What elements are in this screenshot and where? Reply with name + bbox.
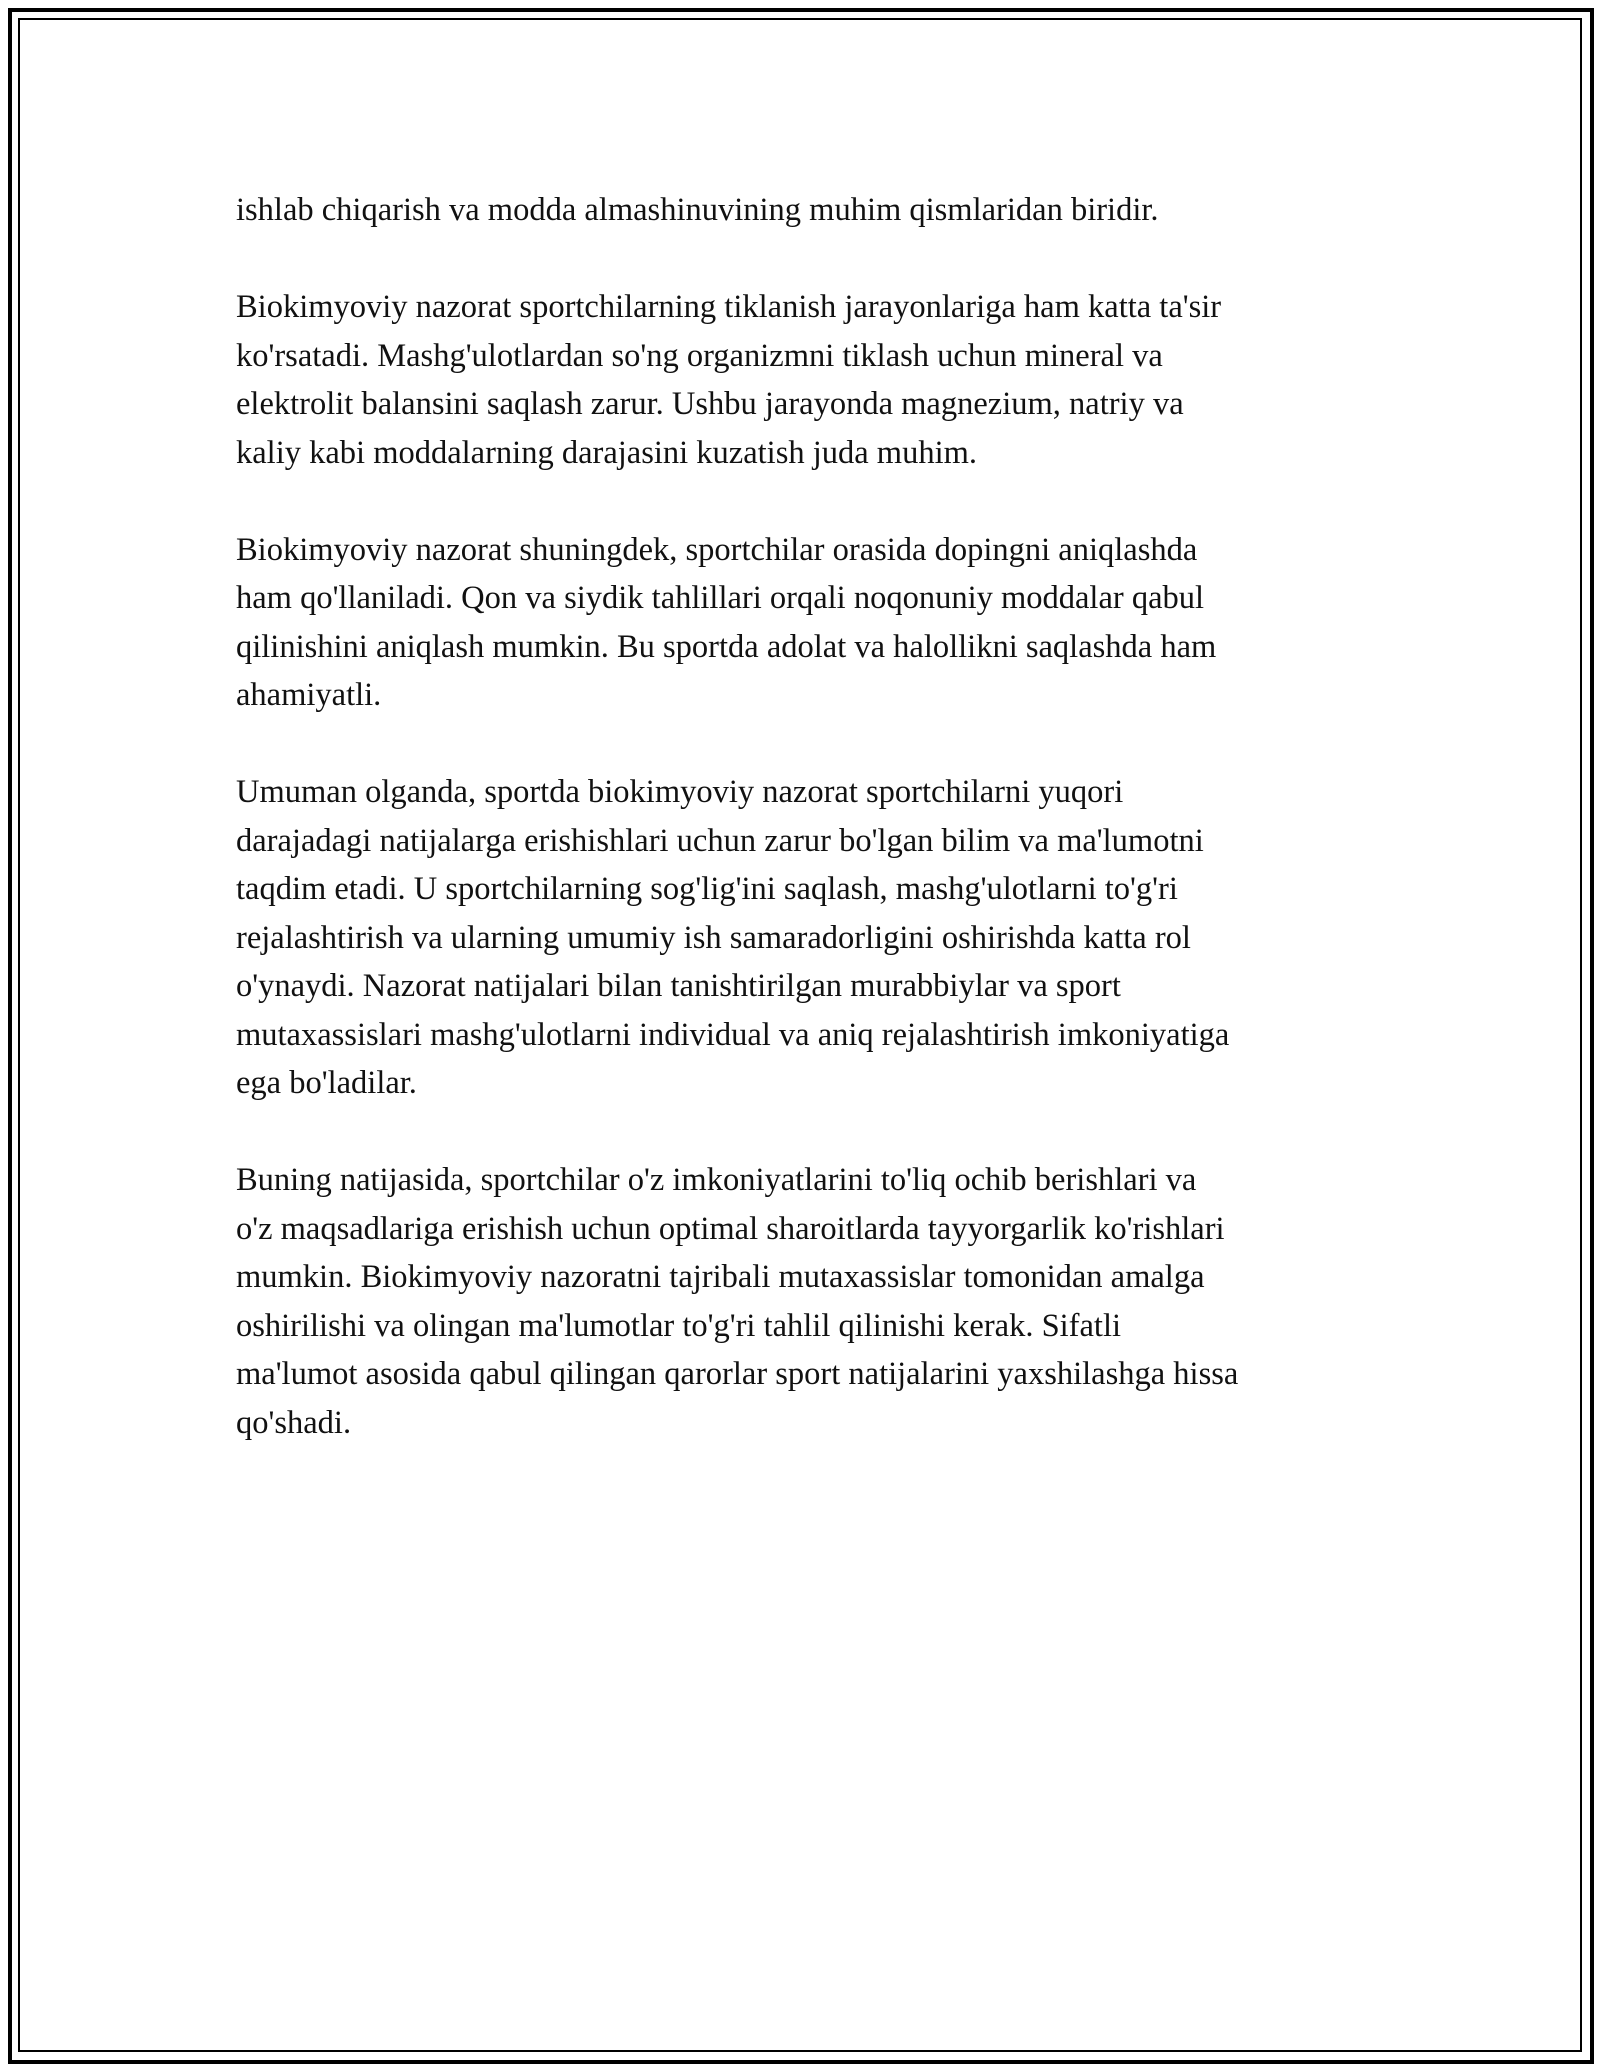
paragraph-line: kaliy kabi moddalarning darajasini kuzatish juda muhim.: [236, 434, 978, 471]
paragraph-line: rejalashtirish va ularning umumiy ish samaradorligini oshirishda katta rol: [236, 919, 1191, 956]
paragraph-line: taqdim etadi. U sportchilarning sog'lig'ini saqlash, mashg'ulotlarni to'g'ri: [236, 871, 1178, 907]
paragraph-line: ishlab chiqarish va modda almashinuvining muhim qismlaridan biridir.: [236, 192, 1159, 228]
paragraph-line: Biokimyoviy nazorat sportchilarning tiklanish jarayonlariga ham katta ta'sir: [236, 289, 1222, 325]
paragraph-line: ko'rsatadi. Mashg'ulotlardan so'ng organizmni tiklash uchun mineral va: [236, 337, 1163, 374]
paragraph-line: qilinishini aniqlash mumkin. Bu sportda adolat va halollikni saqlashda ham: [236, 628, 1217, 665]
paragraph: [236, 283, 1376, 477]
paragraph-line: o'z maqsadlariga erishish uchun optimal sharoitlarda tayyorgarlik ko'rishlari: [236, 1210, 1225, 1247]
paragraph: [236, 186, 1376, 235]
paragraph: [236, 768, 1376, 1108]
paragraph-line: Buning natijasida, sportchilar o'z imkoniyatlarini to'liq ochib berishlari va: [236, 1162, 1197, 1198]
paragraph-line: Biokimyoviy nazorat shuningdek, sportchilar orasida dopingni aniqlashda: [236, 531, 1198, 568]
paragraph-line: Umuman olganda, sportda biokimyoviy nazorat sportchilarni yuqori: [236, 774, 1124, 810]
paragraph-line: ega bo'ladilar.: [236, 1065, 417, 1101]
paragraph-line: oshirilishi va olingan ma'lumotlar to'g'ri tahlil qilinishi kerak. Sifatli: [236, 1307, 1122, 1344]
paragraph-line: mutaxassislari mashg'ulotlarni individual va aniq rejalashtirish imkoniyatiga: [236, 1016, 1230, 1053]
paragraph-line: mumkin. Biokimyoviy nazoratni tajribali mutaxassislar tomonidan amalga: [236, 1259, 1205, 1295]
paragraph-line: ma'lumot asosida qabul qilingan qarorlar sport natijalarini yaxshilashga hissa: [236, 1356, 1239, 1392]
paragraph-line: ahamiyatli.: [236, 677, 382, 713]
paragraph-line: qo'shadi.: [236, 1404, 352, 1441]
paragraph-line: ham qo'llaniladi. Qon va siydik tahlillari orqali noqonuniy moddalar qabul: [236, 580, 1205, 616]
paragraph: [236, 526, 1376, 720]
paragraph-line: o'ynaydi. Nazorat natijalari bilan tanishtirilgan murabbiylar va sport: [236, 968, 1121, 1004]
paragraph-line: darajadagi natijalarga erishishlari uchun zarur bo'lgan bilim va ma'lumotni: [236, 822, 1204, 859]
paragraph-line: elektrolit balansini saqlash zarur. Ushbu jarayonda magnezium, natriy va: [236, 386, 1184, 422]
paragraph: [236, 1156, 1376, 1447]
document-body: [236, 186, 1376, 1496]
